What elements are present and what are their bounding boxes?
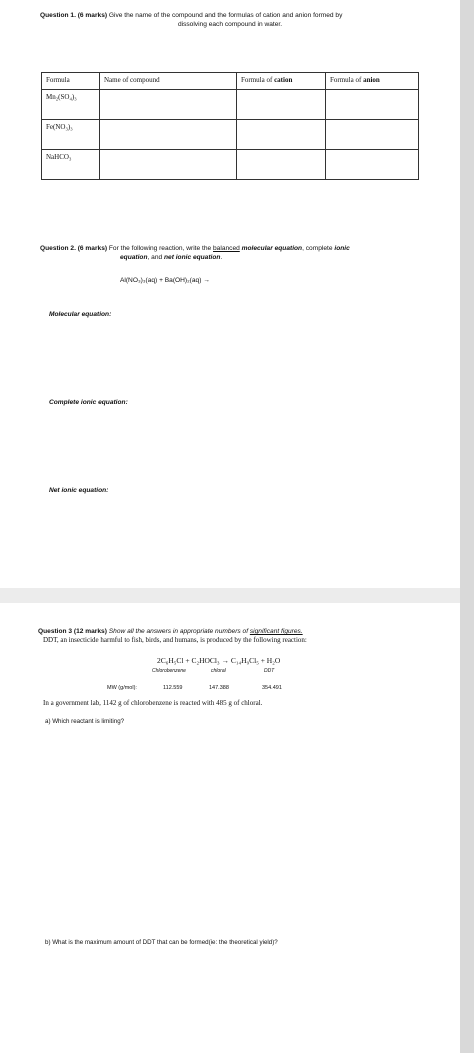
- table-row: [42, 150, 419, 180]
- col-formula: Formula: [42, 73, 100, 90]
- compound-table: [41, 72, 419, 180]
- molecular-label: Molecular equation:: [49, 311, 112, 318]
- answer-cell[interactable]: [100, 90, 237, 120]
- q3-intro: DDT, an insecticide harmful to fish, birds, and humans, is produced by the following reaction:: [43, 636, 307, 644]
- answer-cell[interactable]: [326, 150, 419, 180]
- name-ddt: DDT: [264, 668, 275, 674]
- lab-statement: In a government lab, 1142 g of chlorobenzene is reacted with 485 g of chloral.: [43, 699, 263, 707]
- mw-2: 147.388: [209, 685, 229, 691]
- q1-text-2: dissolving each compound in water.: [177, 21, 283, 28]
- col-anion: Formula of anion: [326, 73, 419, 90]
- formula-cell: Fe(NO₃)₃: [42, 120, 100, 150]
- part-a: a) Which reactant is limiting?: [45, 718, 125, 725]
- name-chlorobenzene: Chlorobenzene: [152, 668, 186, 674]
- table-row: [42, 90, 419, 120]
- formula-cell: NaHCO₃: [42, 150, 100, 180]
- answer-cell[interactable]: [100, 120, 237, 150]
- ddt-equation: 2C₆H₅Cl + C₂HOCl₃ → C₁₄H₉Cl₅ + H₂O: [157, 656, 281, 665]
- mw-label: MW (g/mol):: [107, 685, 137, 691]
- complete-label: Complete ionic equation:: [49, 399, 128, 406]
- q1-prompt: [40, 12, 440, 20]
- reaction: Al(NO₃)₃(aq) + Ba(OH)₂(aq) →: [120, 277, 210, 284]
- page-gutter: [460, 0, 474, 1053]
- q2-prompt: Question 2. (6 marks) For the following reaction, write the balanced molecular equation, complete ionic: [40, 245, 350, 252]
- part-b: b) What is the maximum amount of DDT that can be formed(ie: the theoretical yield)?: [45, 939, 278, 946]
- formula-cell: Mn₂(SO₄)₃: [42, 90, 100, 120]
- table-header-row: [42, 73, 419, 90]
- answer-cell[interactable]: [100, 150, 237, 180]
- net-label: Net ionic equation:: [49, 487, 109, 494]
- col-name: Name of compound: [100, 73, 237, 90]
- answer-cell[interactable]: [326, 120, 419, 150]
- name-chloral: chloral: [211, 668, 226, 674]
- table-row: [42, 120, 419, 150]
- mw-1: 112.559: [163, 685, 183, 691]
- answer-cell[interactable]: [237, 90, 326, 120]
- answer-cell[interactable]: [326, 90, 419, 120]
- q3-prompt: Question 3 (12 marks) Show all the answers in appropriate numbers of significant figures.: [38, 628, 303, 635]
- q1-heading: Question 1. (6 marks): [40, 12, 108, 19]
- q2-prompt-2: equation, and net ionic equation.: [120, 254, 223, 261]
- answer-cell[interactable]: [237, 120, 326, 150]
- answer-cell[interactable]: [237, 150, 326, 180]
- col-cation: Formula of cation: [237, 73, 326, 90]
- q1-text: Give the name of the compound and the formulas of cation and anion formed by: [108, 12, 343, 19]
- mw-3: 354.491: [262, 685, 282, 691]
- page-2: [0, 603, 460, 1053]
